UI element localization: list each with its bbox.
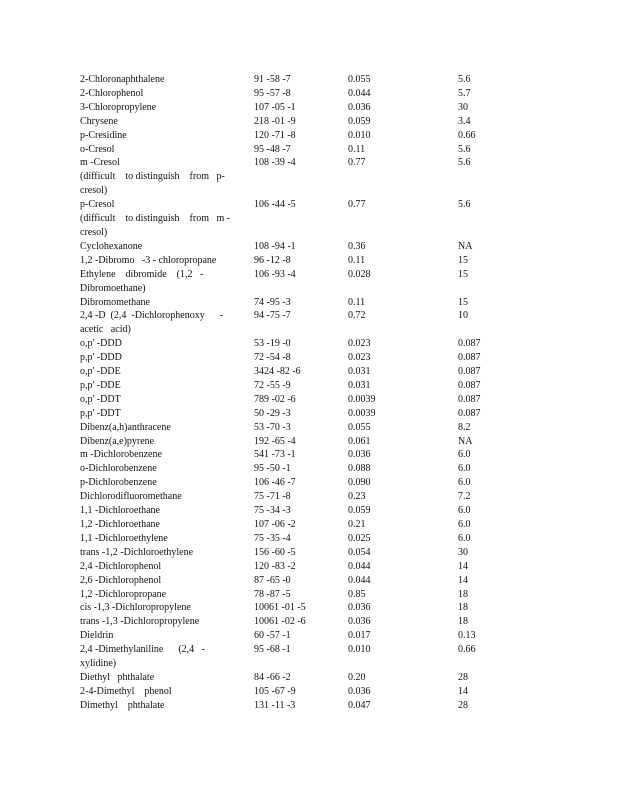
cas-number: 75 -34 -3 — [254, 505, 291, 517]
cas-number: 156 -60 -5 — [254, 546, 296, 558]
table-row — [80, 337, 550, 351]
value-2: 0.087 — [458, 379, 481, 391]
value-1: 0.11 — [348, 143, 366, 155]
value-1: 0.20 — [348, 671, 366, 683]
table-row — [80, 518, 550, 532]
table-row — [80, 588, 550, 602]
value-1: 0.72 — [348, 310, 366, 322]
value-2: 7.2 — [458, 491, 471, 503]
value-1: 0.090 — [348, 477, 371, 489]
cas-number: 84 -66 -2 — [254, 671, 291, 683]
value-2: 6.0 — [458, 519, 471, 530]
chemical-name: p-Cresol (difficult to distinguish from m - cresol) — [80, 199, 231, 238]
value-2: 5.6 — [458, 143, 471, 155]
value-2: 3.4 — [458, 115, 471, 127]
value-1: 0.0039 — [348, 407, 376, 419]
chemical-name: Dibromomethane — [80, 296, 150, 308]
cas-number: 95 -57 -8 — [254, 87, 291, 99]
chemical-name: Diethyl phthalate — [80, 671, 155, 683]
chemical-name: Dibenz(a,e)pyrene — [80, 435, 155, 447]
cas-number: 96 -12 -8 — [254, 254, 291, 266]
value-1: 0.028 — [348, 268, 371, 280]
chemical-name: o,p' -DDT — [80, 393, 121, 405]
value-1: 0.023 — [348, 352, 371, 364]
chemical-name: trans -1,3 -Dichloropropylene — [80, 616, 200, 628]
chemical-name: Ethylene dibromide (1,2 - Dibromoethane) — [80, 268, 204, 294]
value-1: 0.044 — [348, 574, 371, 586]
value-2: 6.0 — [458, 477, 471, 489]
chemical-name: p,p' -DDD — [80, 352, 122, 364]
table-row — [80, 574, 550, 588]
chemical-name: 1,2 -Dichloroethane — [80, 519, 160, 530]
table-row — [80, 393, 550, 407]
value-1: 0.023 — [348, 338, 371, 350]
table-row — [80, 156, 550, 198]
cas-number: 74 -95 -3 — [254, 296, 291, 308]
value-2: 6.0 — [458, 505, 471, 517]
table-row — [80, 490, 550, 504]
cas-number: 106 -93 -4 — [254, 268, 296, 280]
table-row — [80, 240, 550, 254]
cas-number: 107 -05 -1 — [254, 101, 296, 113]
value-1: 0.025 — [348, 532, 371, 544]
value-2: 0.087 — [458, 407, 481, 419]
table-row — [80, 504, 550, 518]
cas-number: 192 -65 -4 — [254, 435, 296, 447]
table-row — [80, 615, 550, 629]
value-1: 0.0039 — [348, 393, 376, 405]
value-2: 0.66 — [458, 129, 476, 141]
cas-number: 95 -50 -1 — [254, 463, 291, 475]
value-2: 0.087 — [458, 393, 481, 405]
cas-number: 131 -11 -3 — [254, 699, 296, 711]
cas-number: 108 -39 -4 — [254, 157, 296, 169]
table-row — [80, 532, 550, 546]
cas-number: 94 -75 -7 — [254, 310, 291, 322]
table-row — [80, 73, 550, 87]
table-row — [80, 448, 550, 462]
table-row — [80, 699, 550, 713]
cas-number: 95 -48 -7 — [254, 143, 291, 155]
table-row — [80, 629, 550, 643]
cas-number: 541 -73 -1 — [254, 449, 296, 461]
value-1: 0.036 — [348, 449, 371, 461]
value-1: 0.055 — [348, 421, 371, 433]
value-2: NA — [458, 435, 473, 447]
table-row — [80, 462, 550, 476]
chemical-name: p-Dichlorobenzene — [80, 477, 157, 489]
chemical-name: Dimethyl phthalate — [80, 699, 165, 711]
chemical-name: 1,2 -Dichloropropane — [80, 588, 167, 600]
table-row — [80, 560, 550, 574]
chemical-name: Cyclohexanone — [80, 240, 143, 252]
value-2: 15 — [458, 268, 468, 280]
value-1: 0.77 — [348, 199, 366, 211]
value-1: 0.055 — [348, 74, 371, 85]
value-1: 0.047 — [348, 699, 371, 711]
value-2: 0.087 — [458, 352, 481, 364]
chemical-name: p,p' -DDE — [80, 379, 121, 391]
chemical-name: p-Cresidine — [80, 129, 127, 141]
chemical-name: cis -1,3 -Dichloropropylene — [80, 602, 191, 614]
cas-number: 105 -67 -9 — [254, 685, 296, 697]
value-2: 8.2 — [458, 421, 471, 433]
value-1: 0.036 — [348, 685, 371, 697]
chemical-name: 3-Chloropropylene — [80, 101, 157, 113]
value-2: 14 — [458, 685, 468, 697]
chemical-name: o,p' -DDD — [80, 338, 122, 350]
value-2: 10 — [458, 310, 468, 322]
value-2: 0.13 — [458, 630, 476, 642]
table-row — [80, 685, 550, 699]
value-2: 0.66 — [458, 644, 476, 656]
table-row — [80, 351, 550, 365]
table-row — [80, 365, 550, 379]
chemical-name: trans -1,2 -Dichloroethylene — [80, 546, 194, 558]
value-2: 18 — [458, 616, 468, 628]
table-row — [80, 309, 550, 337]
value-2: 28 — [458, 699, 468, 711]
chemical-name: 2,4 -Dichlorophenol — [80, 560, 162, 572]
chemical-name: 2,4 -Dimethylaniline (2,4 - xylidine) — [80, 644, 205, 670]
value-1: 0.036 — [348, 616, 371, 628]
value-1: 0.088 — [348, 463, 371, 475]
cas-number: 53 -19 -0 — [254, 338, 291, 350]
value-1: 0.036 — [348, 602, 371, 614]
chemical-name: m -Dichlorobenzene — [80, 449, 162, 461]
table-row — [80, 435, 550, 449]
cas-number: 53 -70 -3 — [254, 421, 291, 433]
cas-number: 75 -71 -8 — [254, 491, 291, 503]
value-2: 30 — [458, 101, 468, 113]
cas-number: 75 -35 -4 — [254, 532, 291, 544]
chemical-name: 2,6 -Dichlorophenol — [80, 574, 162, 586]
table-row — [80, 601, 550, 615]
chemical-name: 1,1 -Dichloroethane — [80, 505, 160, 517]
value-1: 0.77 — [348, 157, 366, 169]
chemical-name: o,p' -DDE — [80, 366, 121, 378]
value-2: 15 — [458, 296, 468, 308]
value-1: 0.061 — [348, 435, 371, 447]
cas-number: 10061 -02 -6 — [254, 616, 306, 628]
value-2: 6.0 — [458, 463, 471, 475]
table-row — [80, 476, 550, 490]
table-row — [80, 421, 550, 435]
chemical-table — [80, 73, 550, 713]
value-1: 0.010 — [348, 644, 371, 656]
value-2: 0.087 — [458, 338, 481, 350]
chemical-name: 1,2 -Dibromo -3 - chloropropane — [80, 254, 217, 266]
table-row — [80, 546, 550, 560]
cas-number: 72 -55 -9 — [254, 379, 291, 391]
cas-number: 218 -01 -9 — [254, 115, 296, 127]
cas-number: 50 -29 -3 — [254, 407, 291, 419]
cas-number: 87 -65 -0 — [254, 574, 291, 586]
value-1: 0.031 — [348, 366, 371, 378]
table-row — [80, 407, 550, 421]
value-1: 0.044 — [348, 560, 371, 572]
chemical-name: 2-4-Dimethyl phenol — [80, 685, 172, 697]
value-2: 14 — [458, 574, 468, 586]
value-1: 0.11 — [348, 254, 366, 266]
table-row — [80, 87, 550, 101]
cas-number: 10061 -01 -5 — [254, 602, 306, 614]
cas-number: 60 -57 -1 — [254, 630, 291, 642]
table-row — [80, 296, 550, 310]
value-2: 15 — [458, 254, 468, 266]
table-row — [80, 198, 550, 240]
cas-number: 72 -54 -8 — [254, 352, 291, 364]
chemical-name: m -Cresol (difficult to distinguish from p- cresol) — [80, 157, 225, 197]
value-2: 5.6 — [458, 199, 471, 211]
table-row — [80, 643, 550, 671]
value-1: 0.21 — [348, 519, 366, 530]
cas-number: 107 -06 -2 — [254, 519, 296, 530]
value-2: 0.087 — [458, 366, 481, 378]
chemical-name: p,p' -DDT — [80, 407, 121, 419]
value-1: 0.059 — [348, 505, 371, 517]
value-1: 0.054 — [348, 546, 371, 558]
cas-number: 789 -02 -6 — [254, 393, 296, 405]
cas-number: 108 -94 -1 — [254, 240, 296, 252]
table-row — [80, 101, 550, 115]
table-row — [80, 143, 550, 157]
cas-number: 91 -58 -7 — [254, 74, 291, 85]
value-1: 0.11 — [348, 296, 366, 308]
table-row — [80, 671, 550, 685]
chemical-name: 2-Chloronaphthalene — [80, 74, 165, 85]
value-2: 18 — [458, 602, 468, 614]
value-2: 14 — [458, 560, 468, 572]
chemical-name: o-Dichlorobenzene — [80, 463, 157, 475]
value-2: 5.7 — [458, 87, 471, 99]
table-row — [80, 129, 550, 143]
value-1: 0.010 — [348, 129, 371, 141]
value-1: 0.23 — [348, 491, 366, 503]
value-1: 0.059 — [348, 115, 371, 127]
chemical-name: o-Cresol — [80, 143, 115, 155]
value-1: 0.031 — [348, 379, 371, 391]
chemical-name: 2-Chlorophenol — [80, 87, 144, 99]
value-1: 0.044 — [348, 87, 371, 99]
cas-number: 106 -46 -7 — [254, 477, 296, 489]
table-row — [80, 254, 550, 268]
cas-number: 106 -44 -5 — [254, 199, 296, 211]
value-2: 18 — [458, 588, 468, 600]
cas-number: 3424 -82 -6 — [254, 366, 301, 378]
chemical-name: 2,4 -D (2,4 -Dichlorophenoxy - acetic acid) — [80, 310, 224, 336]
value-1: 0.85 — [348, 588, 366, 600]
value-2: 6.0 — [458, 532, 471, 544]
value-1: 0.017 — [348, 630, 371, 642]
value-2: 5.6 — [458, 157, 471, 169]
cas-number: 95 -68 -1 — [254, 644, 291, 656]
value-1: 0.36 — [348, 240, 366, 252]
table-row — [80, 115, 550, 129]
cas-number: 78 -87 -5 — [254, 588, 291, 600]
table-row — [80, 379, 550, 393]
value-2: 5.6 — [458, 74, 471, 85]
chemical-name: Chrysene — [80, 115, 118, 127]
table-row — [80, 268, 550, 296]
chemical-name: Dieldrin — [80, 630, 114, 642]
chemical-name: Dibenz(a,h)anthracene — [80, 421, 171, 433]
value-2: 30 — [458, 546, 468, 558]
value-2: 6.0 — [458, 449, 471, 461]
value-2: NA — [458, 240, 473, 252]
value-1: 0.036 — [348, 101, 371, 113]
cas-number: 120 -83 -2 — [254, 560, 296, 572]
cas-number: 120 -71 -8 — [254, 129, 296, 141]
chemical-name: Dichlorodifluoromethane — [80, 491, 182, 503]
value-2: 28 — [458, 671, 468, 683]
chemical-name: 1,1 -Dichloroethylene — [80, 532, 168, 544]
